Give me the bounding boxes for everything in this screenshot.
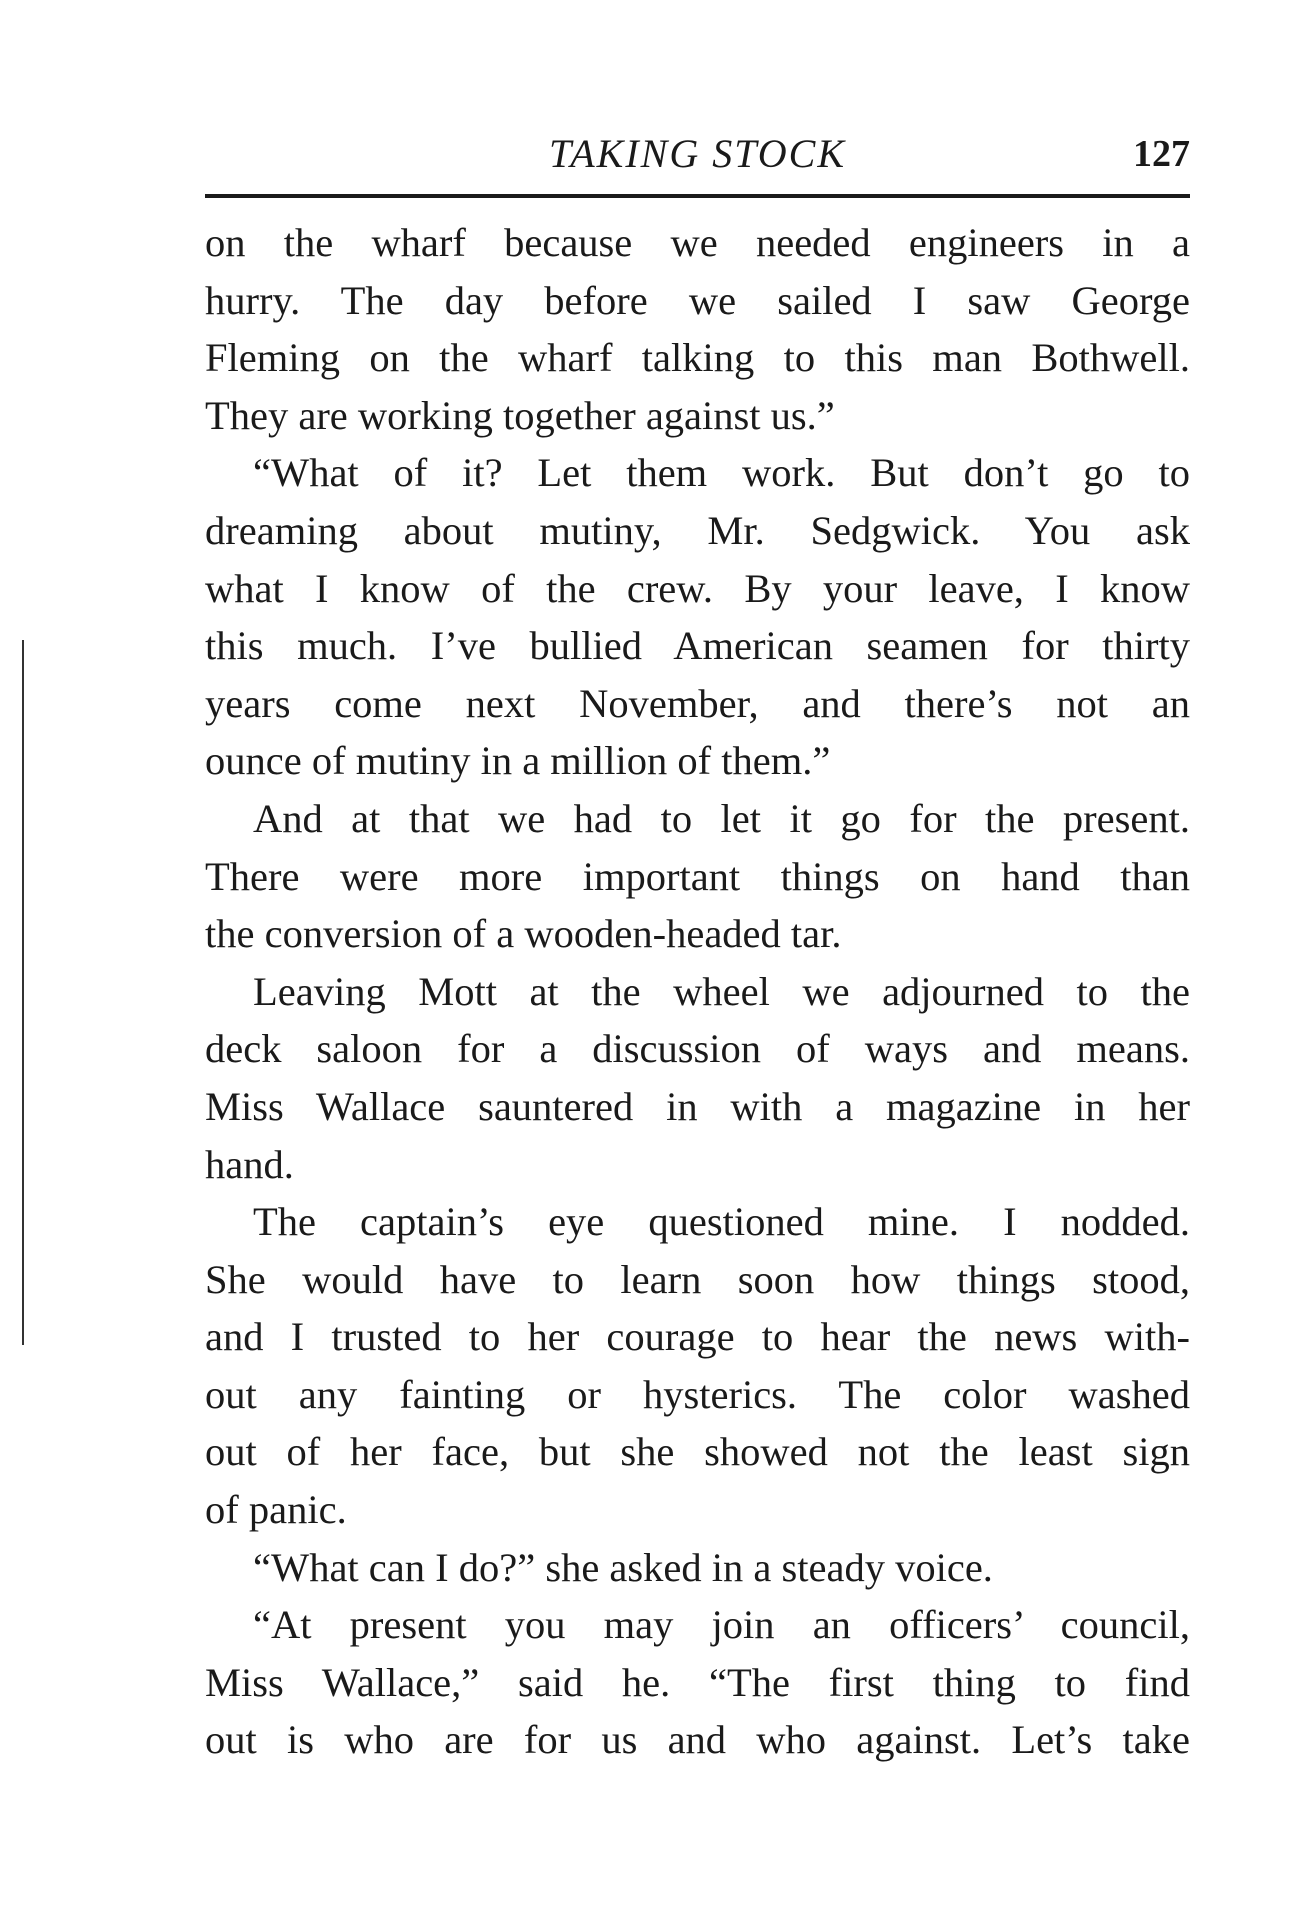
text-line: hurry. The day before we sailed I saw George: [205, 277, 1190, 323]
text-line: They are working together against us.”: [205, 392, 835, 438]
text-line: deck saloon for a discussion of ways and means.: [205, 1026, 1190, 1072]
text-line: years come next November, and there’s not an: [205, 680, 1190, 726]
text-line: Fleming on the wharf talking to this man Bothwell.: [205, 335, 1190, 381]
running-head: [205, 128, 1190, 180]
text-line: There were more important things on hand than: [205, 853, 1190, 899]
text-line: on the wharf because we needed engineers in a: [205, 220, 1190, 265]
text-line: the conversion of a wooden-headed tar.: [205, 911, 842, 957]
text-line: and I trusted to her courage to hear the news with-: [205, 1314, 1190, 1360]
text-line: Miss Wallace,” said he. “The first thing to find: [205, 1659, 1190, 1705]
body-text: [205, 214, 1190, 1769]
text-line: “What can I do?” she asked in a steady voice.: [253, 1544, 993, 1590]
text-line: “What of it? Let them work. But don’t go to: [253, 450, 1190, 496]
text-line: Leaving Mott at the wheel we adjourned to the: [253, 968, 1190, 1014]
text-line: And at that we had to let it go for the present.: [253, 795, 1190, 841]
running-title: TAKING STOCK: [548, 131, 847, 176]
text-line: out is who are for us and who against. Let’s take: [205, 1717, 1190, 1763]
text-line: this much. I’ve bullied American seamen for thirty: [205, 623, 1190, 669]
text-line: Miss Wallace sauntered in with a magazine in her: [205, 1083, 1190, 1129]
text-line: The captain’s eye questioned mine. I nodded.: [253, 1199, 1190, 1245]
text-line: dreaming about mutiny, Mr. Sedgwick. You ask: [205, 507, 1190, 553]
header-rule: [205, 194, 1190, 198]
page-number: 127: [1133, 133, 1190, 175]
text-line: ounce of mutiny in a million of them.”: [205, 738, 831, 784]
text-line: out of her face, but she showed not the least sign: [205, 1429, 1190, 1475]
text-line: what I know of the crew. By your leave, I know: [205, 565, 1190, 611]
margin-line: [22, 640, 24, 1345]
text-line: She would have to learn soon how things stood,: [205, 1256, 1190, 1302]
text-line: of panic.: [205, 1487, 347, 1533]
text-line: out any fainting or hysterics. The color washed: [205, 1371, 1190, 1417]
text-line: hand.: [205, 1141, 294, 1187]
text-line: “At present you may join an officers’ council,: [253, 1602, 1190, 1648]
